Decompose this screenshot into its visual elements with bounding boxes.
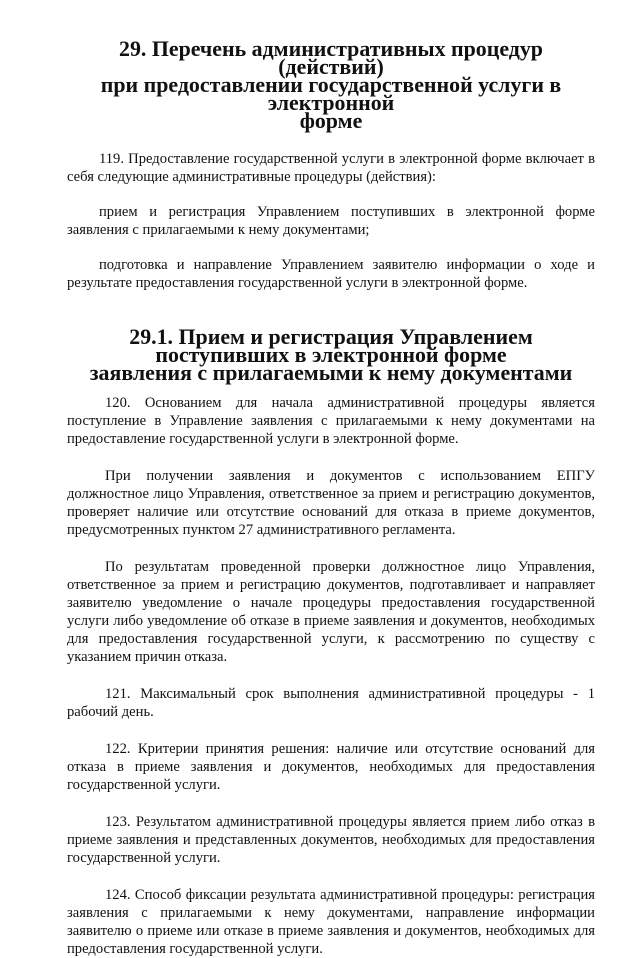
procedure-item-notification: подготовка и направление Управлением заявителю информации о ходе и результате предоставления государственной услуги в электронной форме. [67, 257, 595, 291]
paragraph-119: 119. Предоставление государственной услуги в электронной форме включает в себя следующие административные процедуры (действия): [67, 151, 595, 185]
section-29-heading [67, 36, 595, 133]
heading-line: заявления с прилагаемыми к нему документами [89, 360, 573, 385]
paragraph-check-result: По результатам проведенной проверки должностное лицо Управления, ответственное за прием и регистрацию документов, подготавливает и направляет заявителю уведомление о начале процедуры предоставления государственной услуги либо уведомление об отказе в приеме заявления и документов, необходимых для предоставления государственной услуги, к рассмотрению по существу с указанием причин отказа. [67, 559, 595, 665]
heading-line: при предоставлении государственной услуги в электронной [100, 72, 562, 115]
document-page [67, 36, 595, 958]
paragraph-121: 121. Максимальный срок выполнения административной процедуры - 1 рабочий день. [67, 686, 595, 720]
paragraph-120: 120. Основанием для начала административной процедуры является поступление в Управление заявления с прилагаемыми к нему документами на предоставление государственной услуги в электронной форме. [67, 395, 595, 447]
paragraph-122: 122. Критерии принятия решения: наличие или отсутствие оснований для отказа в приеме заявления и документов, необходимых для предоставления государственной услуги. [67, 741, 595, 793]
procedure-item-reception: прием и регистрация Управлением поступивших в электронной форме заявления с прилагаемыми к нему документами; [67, 204, 595, 238]
heading-line: форме [299, 108, 363, 133]
paragraph-123: 123. Результатом административной процедуры является прием либо отказ в приеме заявления и представленных документов, необходимых для предоставления государственной услуги. [67, 814, 595, 866]
paragraph-124: 124. Способ фиксации результата административной процедуры: регистрация заявления с прилагаемыми к нему документами, направление информации заявителю о приеме или отказе в приеме заявления и документов, необходимых для предоставления государственной услуги. [67, 887, 595, 957]
section-29-1-heading [67, 324, 595, 385]
heading-line: 29. Перечень административных процедур (действий) [119, 36, 543, 79]
paragraph-epgu-check: При получении заявления и документов с использованием ЕПГУ должностное лицо Управления, ответственное за прием и регистрацию документов, проверяет наличие или отсутствие оснований для отказа в приеме документов, предусмотренных пунктом 27 административного регламента. [67, 468, 595, 538]
heading-line: 29.1. Прием и регистрация Управлением поступивших в электронной форме [129, 324, 533, 367]
